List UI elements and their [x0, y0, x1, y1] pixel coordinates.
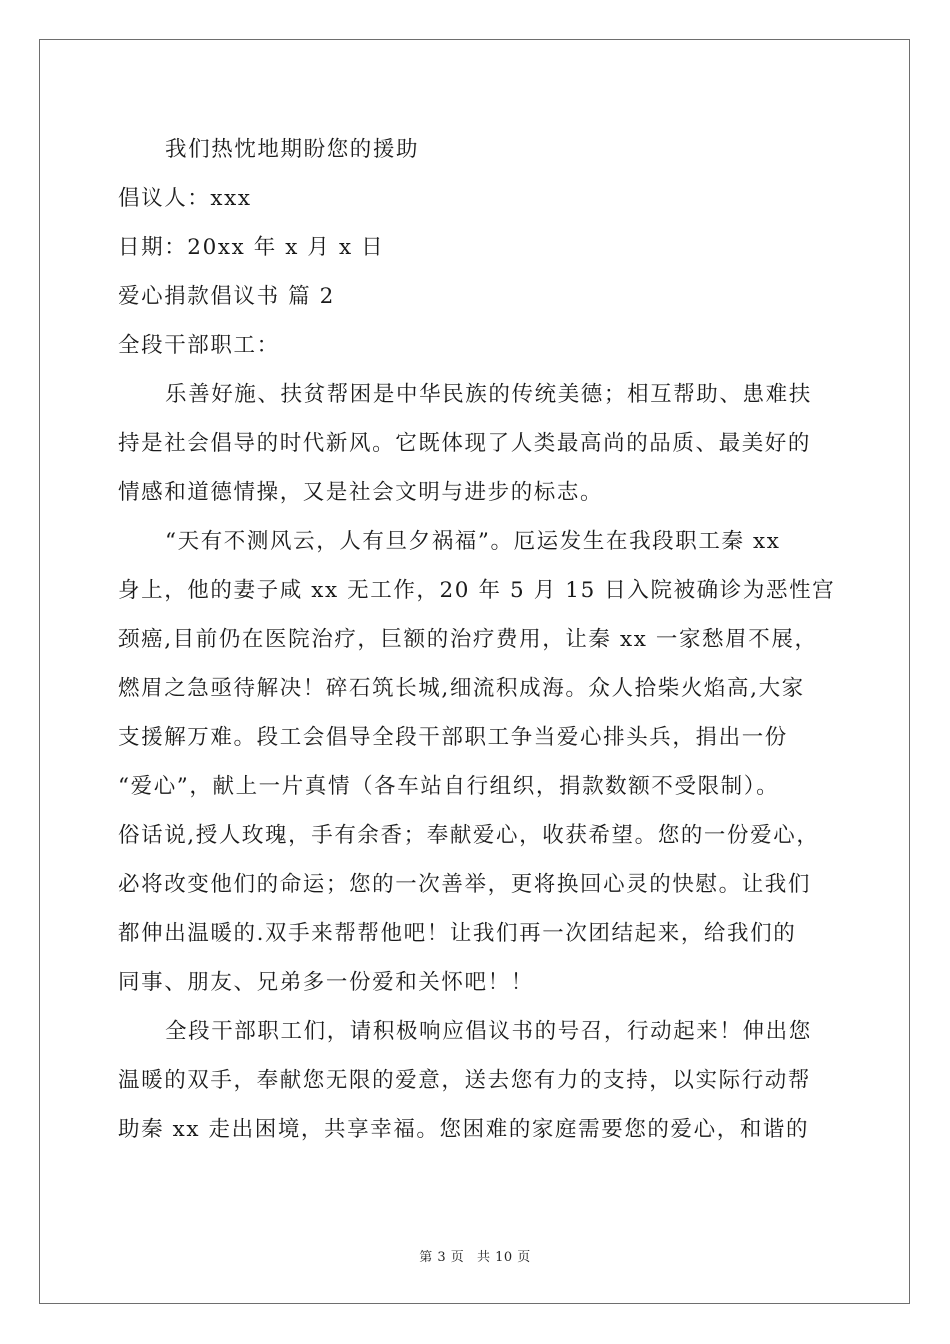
paragraph-line: 持是社会倡导的时代新风。它既体现了人类最高尚的品质、最美好的	[118, 431, 812, 456]
paragraph-line: 俗话说,授人玫瑰，手有余香；奉献爱心，收获希望。您的一份爱心，	[118, 823, 820, 848]
paragraph-2	[118, 517, 838, 1007]
paragraph-1	[118, 370, 838, 517]
paragraph-line: 助秦 xx 走出困境，共享幸福。您困难的家庭需要您的爱心，和谐的	[118, 1117, 810, 1142]
paragraph-line: 同事、朋友、兄弟多一份爱和关怀吧！！	[118, 970, 534, 995]
paragraph-line: 情感和道德情操，又是社会文明与进步的标志。	[118, 480, 604, 505]
document-body	[118, 125, 838, 1154]
section-title: 爱心捐款倡议书 篇 2	[118, 284, 335, 309]
paragraph-line: 乐善好施、扶贫帮困是中华民族的传统美德；相互帮助、患难扶	[165, 382, 812, 407]
paragraph-line: 都伸出温暖的.双手来帮帮他吧！让我们再一次团结起来，给我们的	[118, 921, 797, 946]
paragraph-line: 全段干部职工们，请积极响应倡议书的号召，行动起来！伸出您	[165, 1019, 812, 1044]
closing-line: 我们热忱地期盼您的援助	[165, 137, 420, 162]
paragraph-line: 温暖的双手，奉献您无限的爱意，送去您有力的支持，以实际行动帮	[118, 1068, 812, 1093]
paragraph-line: 支援解万难。段工会倡导全段干部职工争当爱心排头兵，捐出一份	[118, 725, 788, 750]
paragraph-line: 颈癌,目前仍在医院治疗，巨额的治疗费用，让秦 xx 一家愁眉不展，	[118, 627, 818, 652]
page-number: 第 3 页	[419, 1250, 465, 1265]
salutation: 全段干部职工：	[118, 333, 280, 358]
page-footer	[0, 1246, 950, 1265]
date-line: 日期：20xx 年 x 月 x 日	[118, 235, 385, 260]
paragraph-3	[118, 1007, 838, 1154]
paragraph-line: 身上，他的妻子咸 xx 无工作，20 年 5 月 15 日入院被确诊为恶性宫	[118, 578, 836, 603]
page-total: 共 10 页	[476, 1250, 531, 1265]
paragraph-line: “天有不测风云，人有旦夕祸福”。厄运发生在我段职工秦 xx	[165, 529, 781, 554]
paragraph-line: “爱心”，献上一片真情（各车站自行组织，捐款数额不受限制）。	[118, 774, 780, 799]
paragraph-line: 必将改变他们的命运；您的一次善举，更将换回心灵的快慰。让我们	[118, 872, 812, 897]
paragraph-line: 燃眉之急亟待解决！碎石筑长城,细流积成海。众人拾柴火焰高,大家	[118, 676, 805, 701]
proposer-line: 倡议人：xxx	[118, 186, 252, 211]
